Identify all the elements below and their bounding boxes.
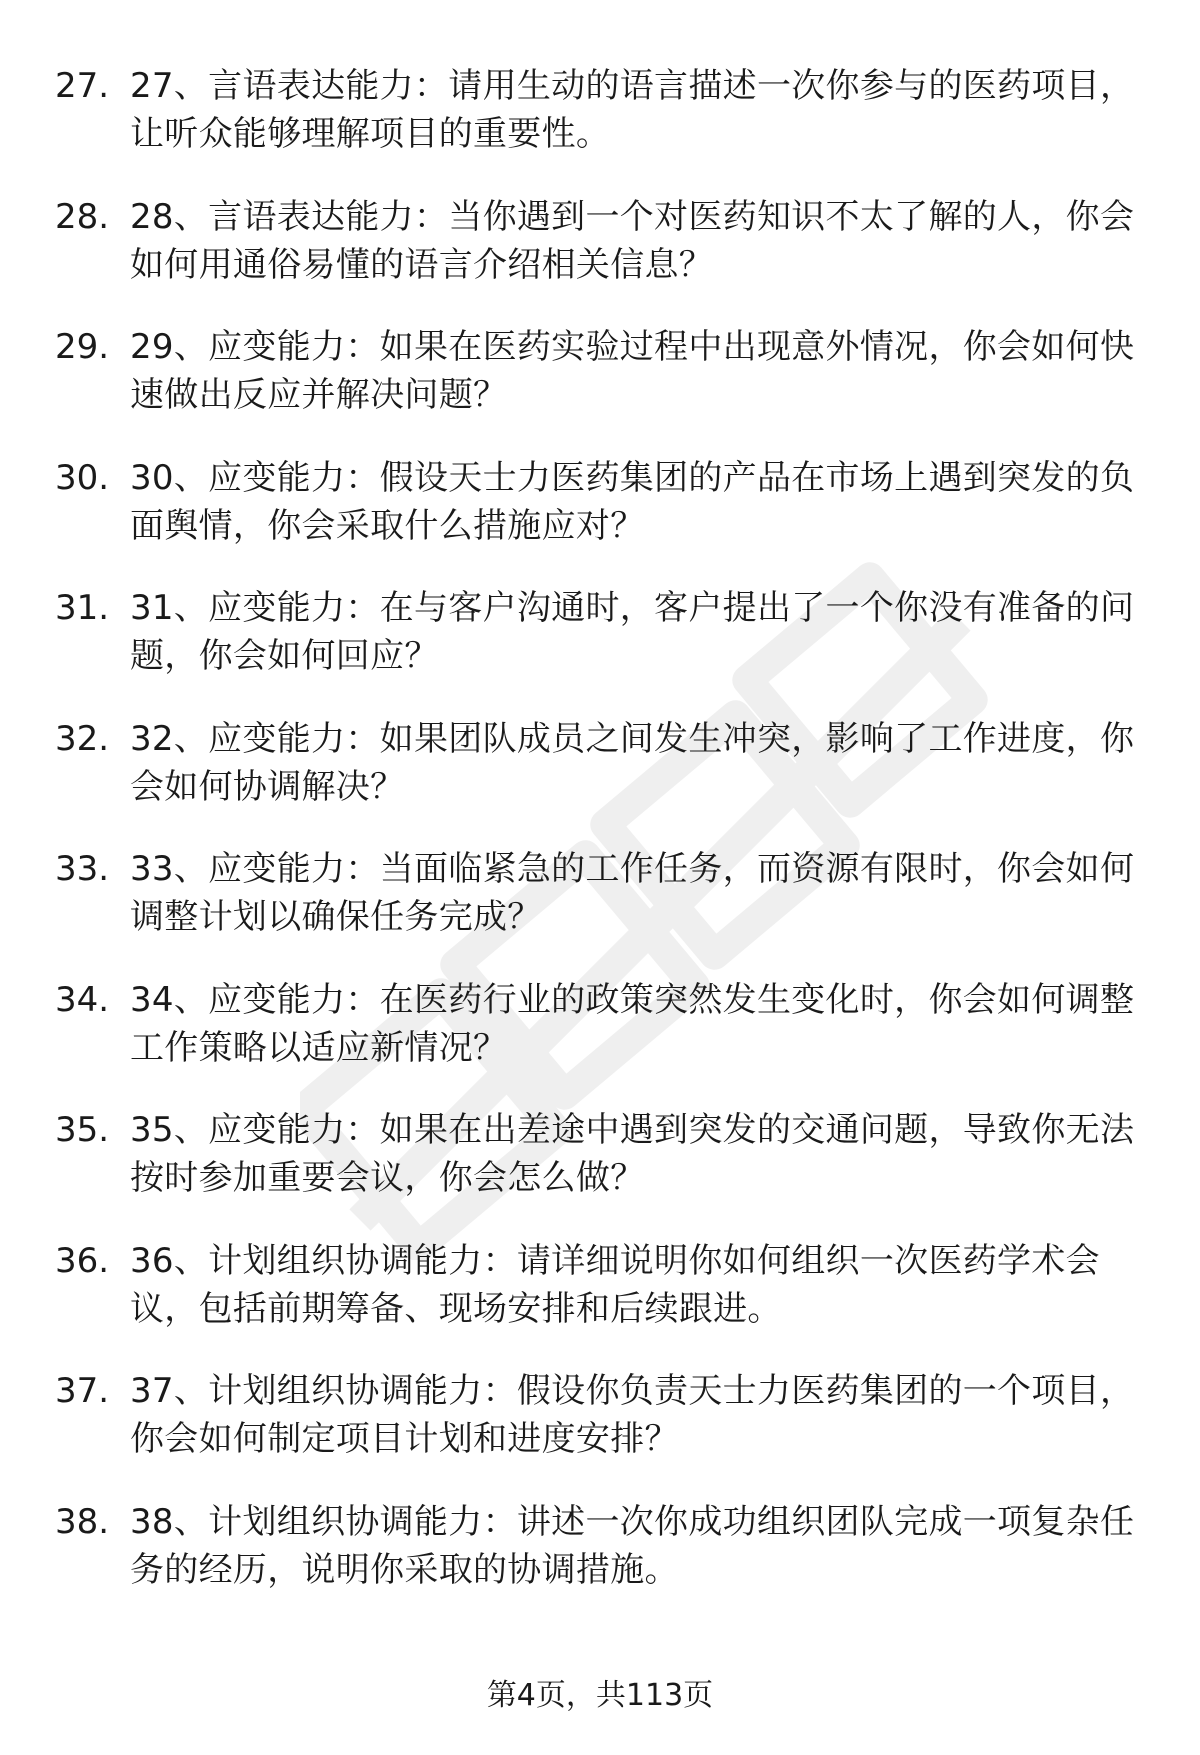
question-list bbox=[0, 62, 1200, 1628]
question-number: 34. bbox=[55, 979, 110, 1020]
question-text: 28、言语表达能力：当你遇到一个对医药知识不太了解的人，你会如何用通俗易懂的语言介绍相关信息？ bbox=[130, 196, 1135, 285]
question-number: 27. bbox=[55, 66, 110, 106]
question-item bbox=[0, 976, 1200, 1107]
question-number: 33. bbox=[55, 849, 110, 889]
question-item bbox=[0, 845, 1200, 976]
page-number-footer: 第4页，共113页 bbox=[486, 1678, 714, 1713]
question-number: 35. bbox=[55, 1110, 110, 1150]
question-item bbox=[0, 1367, 1200, 1498]
question-item bbox=[0, 715, 1200, 846]
question-number: 37. bbox=[55, 1371, 110, 1411]
question-number: 38. bbox=[55, 1501, 110, 1542]
question-number: 32. bbox=[55, 718, 110, 759]
question-text: 33、应变能力：当面临紧急的工作任务，而资源有限时，你会如何调整计划以确保任务完成？ bbox=[130, 849, 1135, 937]
question-text: 32、应变能力：如果团队成员之间发生冲突，影响了工作进度，你会如何协调解决？ bbox=[130, 718, 1135, 807]
question-number: 29. bbox=[55, 327, 110, 367]
question-item bbox=[0, 1237, 1200, 1368]
question-item bbox=[0, 62, 1200, 193]
question-text: 30、应变能力：假设天士力医药集团的产品在市场上遇到突发的负面舆情，你会采取什么措施应对？ bbox=[130, 457, 1135, 546]
question-item bbox=[0, 193, 1200, 324]
question-text: 36、计划组织协调能力：请详细说明你如何组织一次医药学术会议，包括前期筹备、现场安排和后续跟进。 bbox=[130, 1240, 1100, 1329]
question-text: 29、应变能力：如果在医药实验过程中出现意外情况，你会如何快速做出反应并解决问题？ bbox=[130, 327, 1135, 415]
question-number: 31. bbox=[55, 588, 110, 628]
question-item bbox=[0, 454, 1200, 585]
question-text: 38、计划组织协调能力：讲述一次你成功组织团队完成一项复杂任务的经历，说明你采取的协调措施。 bbox=[130, 1501, 1135, 1590]
question-text: 34、应变能力：在医药行业的政策突然发生变化时，你会如何调整工作策略以适应新情况？ bbox=[130, 979, 1135, 1068]
question-item bbox=[0, 323, 1200, 454]
question-number: 30. bbox=[55, 457, 110, 498]
question-item bbox=[0, 584, 1200, 715]
question-text: 37、计划组织协调能力：假设你负责天士力医药集团的一个项目，你会如何制定项目计划和进度安排？ bbox=[130, 1371, 1135, 1459]
question-number: 28. bbox=[55, 196, 110, 237]
question-item bbox=[0, 1498, 1200, 1629]
question-text: 27、言语表达能力：请用生动的语言描述一次你参与的医药项目，让听众能够理解项目的重要性。 bbox=[130, 66, 1135, 154]
question-number: 36. bbox=[55, 1240, 110, 1281]
question-item bbox=[0, 1106, 1200, 1237]
question-text: 31、应变能力：在与客户沟通时，客户提出了一个你没有准备的问题，你会如何回应？ bbox=[130, 588, 1135, 676]
question-text: 35、应变能力：如果在出差途中遇到突发的交通问题，导致你无法按时参加重要会议，你会怎么做？ bbox=[130, 1110, 1135, 1198]
